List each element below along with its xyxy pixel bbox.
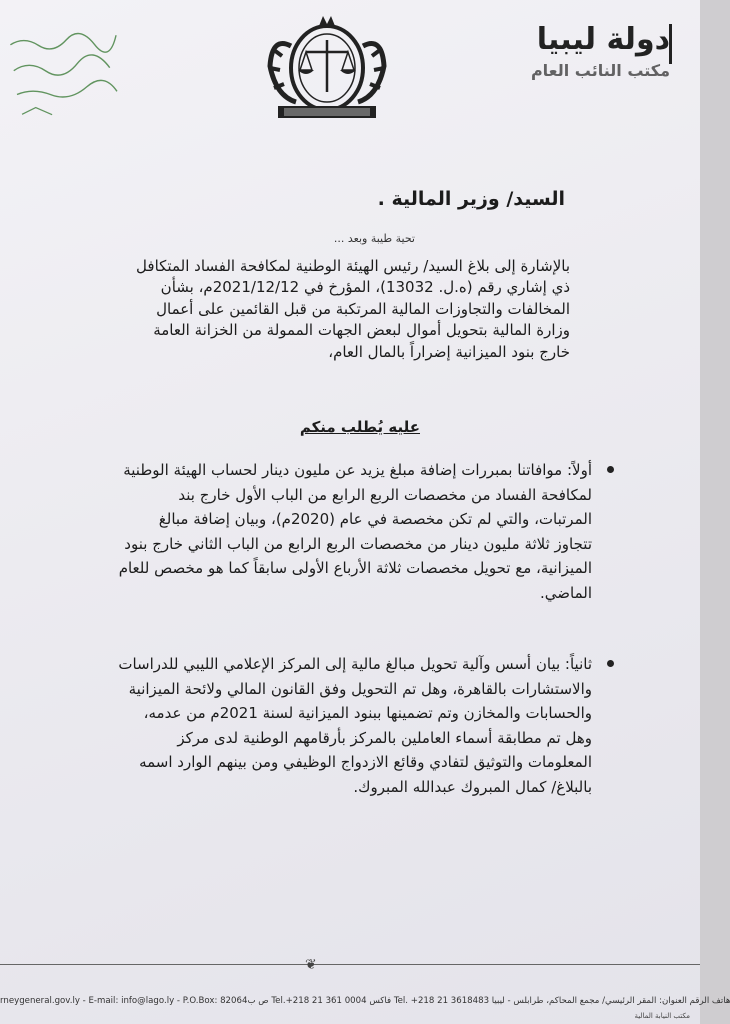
bullet-icon [607,466,614,473]
request-item-second [117,652,592,800]
letterhead [531,22,670,80]
letter-request-heading: عليه يُطلب منكم [299,418,420,436]
scales-of-justice-emblem-icon [262,6,392,130]
footer-ornament-icon: ❦ [305,957,317,973]
request-item-text: أولاً: موافاتنا بمبررات إضافة مبلغ يزيد عن مليون دينار لحساب الهيئة الوطنية لمكافحة الفساد من مخصصات الربع الرابع من الباب الأول خارج بند المرتبات، والتي لم تكن مخصصة في عام (2020م)، وبيان إضافة مبالغ تتجاوز ثلاثة مليون دينار من مخصصات الربع الرابع من الباب الثاني خارج بنود الميزانية، مع تحويل مخصصات ثلاثة الأرباع الأولى سابقاً كما هو مخصص للعام الماضي. [118,461,592,602]
footer-sub-label: مكتب النيابة المالية [634,1012,690,1020]
state-name: دولة ليبيا [536,22,670,57]
letter-intro-paragraph: بالإشارة إلى بلاغ السيد/ رئيس الهيئة الوطنية لمكافحة الفساد المتكافل ذي إشاري رقم (ه.ل. 13032)، المؤرخ في 2021/12/12م، بشأن المخالفات والتجاوزات المالية المرتكبة من قبل القائمين على أعمال وزارة المالية بتحويل أموال لبعض الجهات الممولة من الخزانة العامة خارج بنود الميزانية إضراراً بالمال العام، [136,257,570,361]
letter-addressee: السيد/ وزير المالية . [377,188,565,210]
bullet-icon [607,660,614,667]
office-name: مكتب النائب العام [530,61,670,80]
stamp-scribble-icon [4,25,127,123]
footer-contact: rneygeneral.gov.ly - E-mail: info@lago.ly - P.O.Box: 82064ص ب Tel.+218 21 361 0004 فاكس Tel. +218 21 3618483 هاتف الرقم العنوان: المقر الرئيسي/ مجمع المحاكم، طرابلس - ليبيا [0,996,730,1006]
request-item-text: ثانياً: بيان أسس وآلية تحويل مبالغ مالية إلى المركز الإعلامي الليبي للدراسات والاستشارات بالقاهرة، وهل تم التحويل وفق القانون المالي ولائحة الميزانية والحسابات والمخازن وتم تضمينها ببنود الميزانية لسنة 2021م من عدمه، وهل تم مطابقة أسماء العاملين بالمركز بأرقامهم الوطنية لدى مركز المعلومات والتوثيق لتفادي وقائع الازدواج الوظيفي ومن بينهم الوارد اسمه بالبلاغ/ كمال المبروك عبدالله المبروك. [118,655,592,796]
request-item-first [117,458,592,606]
footer-divider [0,964,700,965]
letter-greeting: تحية طيبة وبعد ... [333,232,415,245]
received-stamp [4,25,127,123]
